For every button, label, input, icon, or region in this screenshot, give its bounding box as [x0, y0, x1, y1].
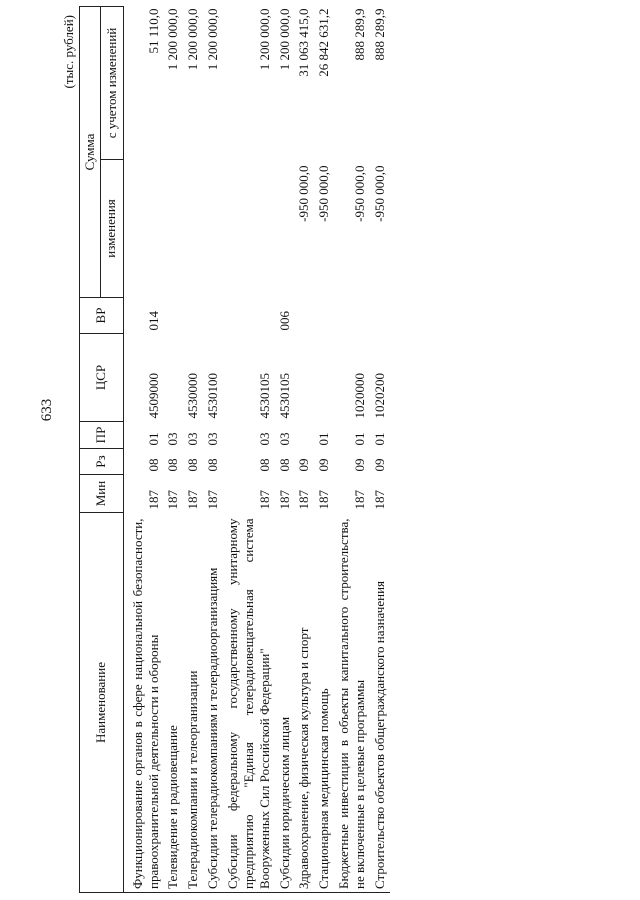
- row-csr: 4530100: [205, 373, 221, 419]
- header-with-changes: с учетом изменений: [100, 7, 123, 160]
- row-min: 187: [371, 490, 387, 510]
- row-pr: 01: [316, 432, 332, 446]
- row-pr: 01: [145, 432, 161, 446]
- row-rz: 08: [145, 458, 161, 472]
- row-changes: -950 000,0: [371, 165, 387, 222]
- row-min: 187: [145, 490, 161, 510]
- row-pr: 03: [276, 432, 292, 446]
- row-csr: 4530000: [185, 373, 201, 419]
- table-body: [123, 7, 390, 893]
- header-name: Наименование: [80, 513, 124, 893]
- row-total: 1 200 000,0: [205, 8, 221, 71]
- row-name: Строительство объектов общегражданского назначения: [370, 513, 390, 893]
- table-row: [163, 7, 183, 893]
- row-changes: [203, 160, 223, 298]
- row-vr: [314, 298, 334, 334]
- row-min: 187: [316, 490, 332, 510]
- row-changes: [163, 160, 183, 298]
- header-changes: изменения: [100, 160, 123, 298]
- row-min: 187: [256, 490, 272, 510]
- row-rz: 09: [371, 458, 387, 472]
- table-row: [294, 7, 314, 893]
- row-min: 187: [205, 490, 221, 510]
- row-pr: 01: [371, 432, 387, 446]
- header-vr: ВР: [80, 298, 124, 334]
- row-rz: 08: [256, 458, 272, 472]
- row-vr: [370, 298, 390, 334]
- row-csr: [314, 334, 334, 422]
- row-rz: 09: [352, 458, 368, 472]
- row-vr: 014: [145, 311, 161, 331]
- row-min: 187: [165, 490, 181, 510]
- row-csr: 1020000: [352, 373, 368, 419]
- row-csr: [294, 334, 314, 422]
- table-header: [80, 7, 124, 893]
- row-csr: 4530105: [276, 373, 292, 419]
- table-row: [334, 7, 370, 893]
- row-rz: 08: [165, 458, 181, 472]
- row-name: Субсидии федеральному государственному унитарному предприятию "Единая телерадиовещательная система Вооруженных Сил Российской Федерации": [223, 513, 275, 893]
- row-min: 187: [296, 490, 312, 510]
- row-rz: 08: [276, 458, 292, 472]
- budget-table: [79, 6, 390, 893]
- row-changes: [123, 160, 163, 298]
- row-total: 888 289,9: [371, 8, 387, 61]
- row-vr: [163, 298, 183, 334]
- page-number: 633: [39, 398, 55, 422]
- row-pr: 03: [256, 432, 272, 446]
- row-total: 1 200 000,0: [165, 8, 181, 71]
- header-rz: Рз: [80, 449, 124, 475]
- row-csr: [163, 334, 183, 422]
- row-total: 26 842 631,2: [316, 8, 332, 77]
- header-pr: ПР: [80, 422, 124, 449]
- header-min: Мин: [80, 475, 124, 513]
- row-rz: 08: [205, 458, 221, 472]
- row-csr: 4509000: [145, 373, 161, 419]
- row-total: 1 200 000,0: [276, 8, 292, 71]
- header-csr: ЦСР: [80, 334, 124, 422]
- rotated-page: [25, 7, 617, 893]
- row-changes: -950 000,0: [316, 165, 332, 222]
- row-vr: 006: [276, 311, 292, 331]
- table-row: [370, 7, 390, 893]
- row-name: Субсидии телерадиокомпаниям и телерадиоорганизациям: [203, 513, 223, 893]
- table-row: [203, 7, 223, 893]
- row-name: Телерадиокомпании и телеорганизации: [183, 513, 203, 893]
- table-row: [314, 7, 334, 893]
- table-row: [223, 7, 275, 893]
- row-vr: [334, 298, 370, 334]
- row-pr: 03: [185, 432, 201, 446]
- header-sum: Сумма: [80, 7, 101, 298]
- row-total: 31 063 415,0: [296, 8, 312, 77]
- row-total: 888 289,9: [352, 8, 368, 61]
- row-min: 187: [352, 490, 368, 510]
- row-vr: [294, 298, 314, 334]
- row-rz: 08: [185, 458, 201, 472]
- row-rz: 09: [316, 458, 332, 472]
- row-total: 1 200 000,0: [185, 8, 201, 71]
- row-name: Стационарная медицинская помощь: [314, 513, 334, 893]
- row-pr: 01: [352, 432, 368, 446]
- row-name: Бюджетные инвестиции в объекты капитального строительства, не включенные в целевые программы: [334, 513, 370, 893]
- row-vr: [203, 298, 223, 334]
- table-row: [183, 7, 203, 893]
- row-changes: [183, 160, 203, 298]
- row-changes: -950 000,0: [296, 165, 312, 222]
- row-changes: [223, 160, 275, 298]
- table-row: [275, 7, 295, 893]
- row-changes: -950 000,0: [352, 165, 368, 222]
- row-pr: 03: [165, 432, 181, 446]
- row-name: Субсидии юридическим лицам: [275, 513, 295, 893]
- row-vr: [223, 298, 275, 334]
- row-csr: 1020200: [371, 373, 387, 419]
- row-csr: 4530105: [256, 373, 272, 419]
- row-name: Функционирование органов в сфере национальной безопасности, правоохранительной деятельности и обороны: [123, 513, 163, 893]
- row-vr: [183, 298, 203, 334]
- row-pr: 03: [205, 432, 221, 446]
- row-changes: [275, 160, 295, 298]
- row-min: 187: [185, 490, 201, 510]
- row-rz: 09: [296, 458, 312, 472]
- units-note: (тыс. рублей): [61, 15, 76, 89]
- row-name: Телевидение и радиовещание: [163, 513, 183, 893]
- row-name: Здравоохранение, физическая культура и спорт: [294, 513, 314, 893]
- table-row: [123, 7, 163, 893]
- row-pr: [294, 422, 314, 449]
- row-min: 187: [276, 490, 292, 510]
- row-total: 1 200 000,0: [256, 8, 272, 71]
- row-total: 51 110,0: [145, 8, 161, 54]
